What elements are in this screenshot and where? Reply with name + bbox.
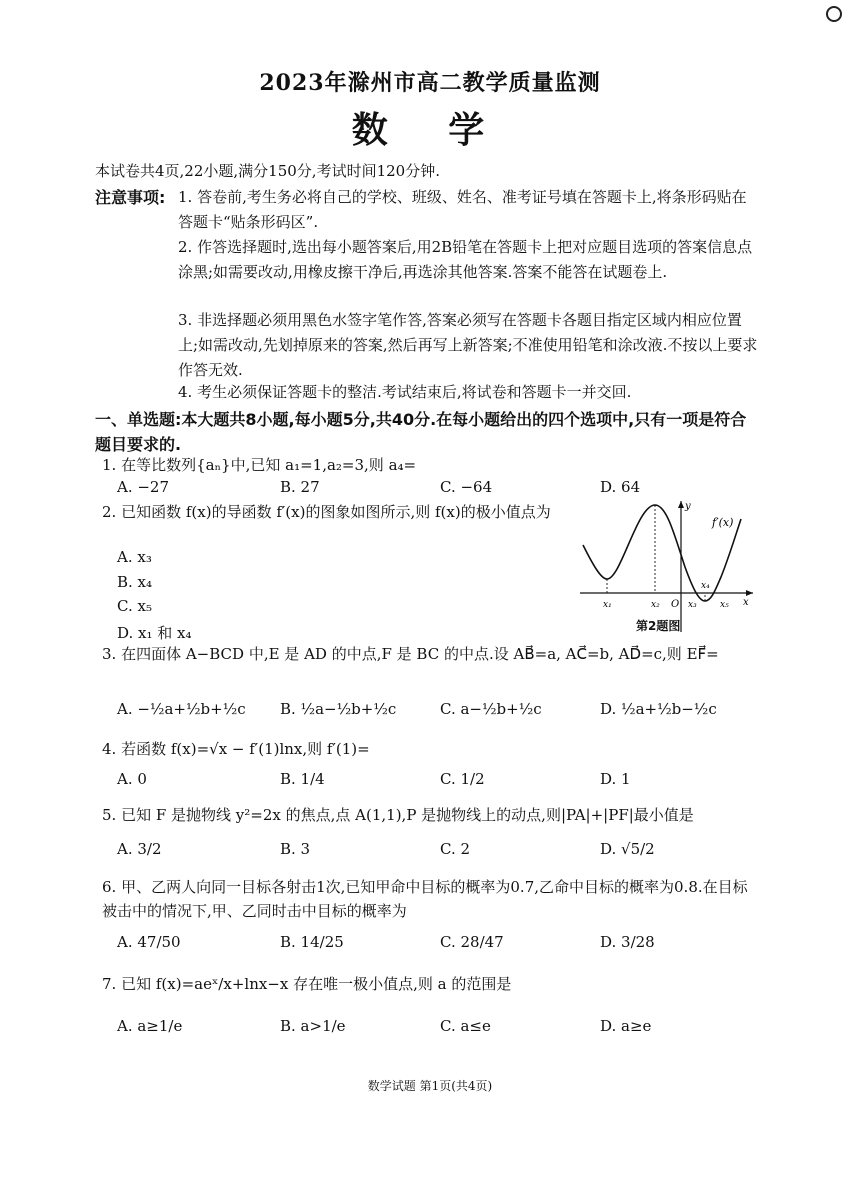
punch-hole-mark (826, 6, 842, 22)
option: A. x₃ (117, 548, 152, 566)
option: B. x₄ (117, 573, 153, 591)
option: B. a>1/e (280, 1017, 346, 1035)
option: C. 1/2 (440, 770, 485, 788)
question-2: 2. 已知函数 f(x)的导函数 f′(x)的图象如图所示,则 f(x)的极小值点为 (102, 503, 551, 521)
option: A. 47/50 (117, 933, 181, 951)
option: D. 1 (600, 770, 631, 788)
question-1: 1. 在等比数列{aₙ}中,已知 a₁=1,a₂=3,则 a₄= (102, 456, 417, 474)
exam-intro: 本试卷共4页,22小题,满分150分,考试时间120分钟. (95, 162, 440, 180)
section-heading: 一、单选题:本大题共8小题,每小题5分,共40分.在每小题给出的四个选项中,只有一项是符合题目要求的. (95, 410, 747, 454)
x1-label: x₁ (603, 600, 612, 610)
subject-title: 数 学 (351, 109, 509, 151)
question-3: 3. 在四面体 A−BCD 中,E 是 AD 的中点,F 是 BC 的中点.设 AB⃗=a, AC⃗=b, AD⃗=c,则 EF⃗= (102, 645, 719, 663)
page-footer: 数学试题 第1页(共4页) (367, 1079, 493, 1093)
x-axis-label: x (743, 597, 749, 608)
x-axis-arrow (746, 590, 753, 596)
x4-label: x₄ (701, 581, 710, 591)
option: A. −½a+½b+½c (117, 700, 246, 718)
option: D. ½a+½b−½c (600, 700, 717, 718)
option: C. −64 (440, 478, 493, 496)
question-6-options (117, 933, 757, 973)
notes-label: 注意事项: (95, 188, 166, 207)
derivative-graph-figure (575, 497, 760, 637)
note-item-2: 2. 作答选择题时,选出每小题答案后,用2B铅笔在答题卡上把对应题目选项的答案信息点涂黑;如需要改动,用橡皮擦干净后,再选涂其他答案.答案不能答在试题卷上. (178, 238, 753, 281)
x3-label: x₃ (688, 600, 697, 610)
y-axis-label: y (685, 501, 691, 512)
question-6: 6. 甲、乙两人向同一目标各射击1次,已知甲命中目标的概率为0.7,乙命中目标的概率为0.8.在目标被击中的情况下,甲、乙同时击中目标的概率为 (102, 878, 748, 920)
question-3-options (117, 700, 757, 740)
option: B. 1/4 (280, 770, 325, 788)
option: C. 2 (440, 840, 471, 858)
note-item-4: 4. 考生必须保证答题卡的整洁.考试结束后,将试卷和答题卡一并交回. (178, 383, 632, 401)
option: D. a≥e (600, 1017, 652, 1035)
x5-label: x₅ (720, 600, 729, 610)
option: C. a−½b+½c (440, 700, 542, 718)
question-5: 5. 已知 F 是抛物线 y²=2x 的焦点,点 A(1,1),P 是抛物线上的动点,则|PA|+|PF|最小值是 (102, 806, 694, 824)
y-axis-arrow (678, 501, 684, 508)
note-item-3: 3. 非选择题必须用黑色水签字笔作答,答案必须写在答题卡各题目指定区域内相应位置上;如需改动,先划掉原来的答案,然后再写上新答案;不准使用铅笔和涂改液.不按以上要求作答无效. (178, 311, 758, 379)
option: D. 3/28 (600, 933, 655, 951)
question-7-options (117, 1017, 757, 1057)
question-5-options (117, 840, 757, 880)
curve-label: f′(x) (712, 516, 734, 529)
option: B. 3 (280, 840, 311, 858)
option: B. 27 (280, 478, 320, 496)
note-item-1: 1. 答卷前,考生务必将自己的学校、班级、姓名、准考证号填在答题卡上,将条形码贴在答题卡“贴条形码区”. (178, 188, 747, 231)
x2-label: x₂ (651, 600, 660, 610)
option: A. 0 (117, 770, 147, 788)
option: C. x₅ (117, 597, 152, 615)
option: A. a≥1/e (117, 1017, 183, 1035)
question-4: 4. 若函数 f(x)=√x − f′(1)lnx,则 f′(1)= (102, 740, 370, 758)
option: D. 64 (600, 478, 641, 496)
option: C. a≤e (440, 1017, 491, 1035)
option: D. x₁ 和 x₄ (117, 624, 192, 642)
question-7: 7. 已知 f(x)=aeˣ/x+lnx−x 存在唯一极小值点,则 a 的范围是 (102, 975, 512, 993)
exam-title: 2023年滁州市高二教学质量监测 (259, 70, 601, 96)
option: C. 28/47 (440, 933, 504, 951)
option: D. √5/2 (600, 840, 655, 858)
option: B. 14/25 (280, 933, 344, 951)
option: A. −27 (117, 478, 170, 496)
origin-label: O (671, 599, 680, 610)
figure-caption: 第2题图 (636, 619, 681, 633)
option: B. ½a−½b+½c (280, 700, 397, 718)
option: A. 3/2 (117, 840, 162, 858)
